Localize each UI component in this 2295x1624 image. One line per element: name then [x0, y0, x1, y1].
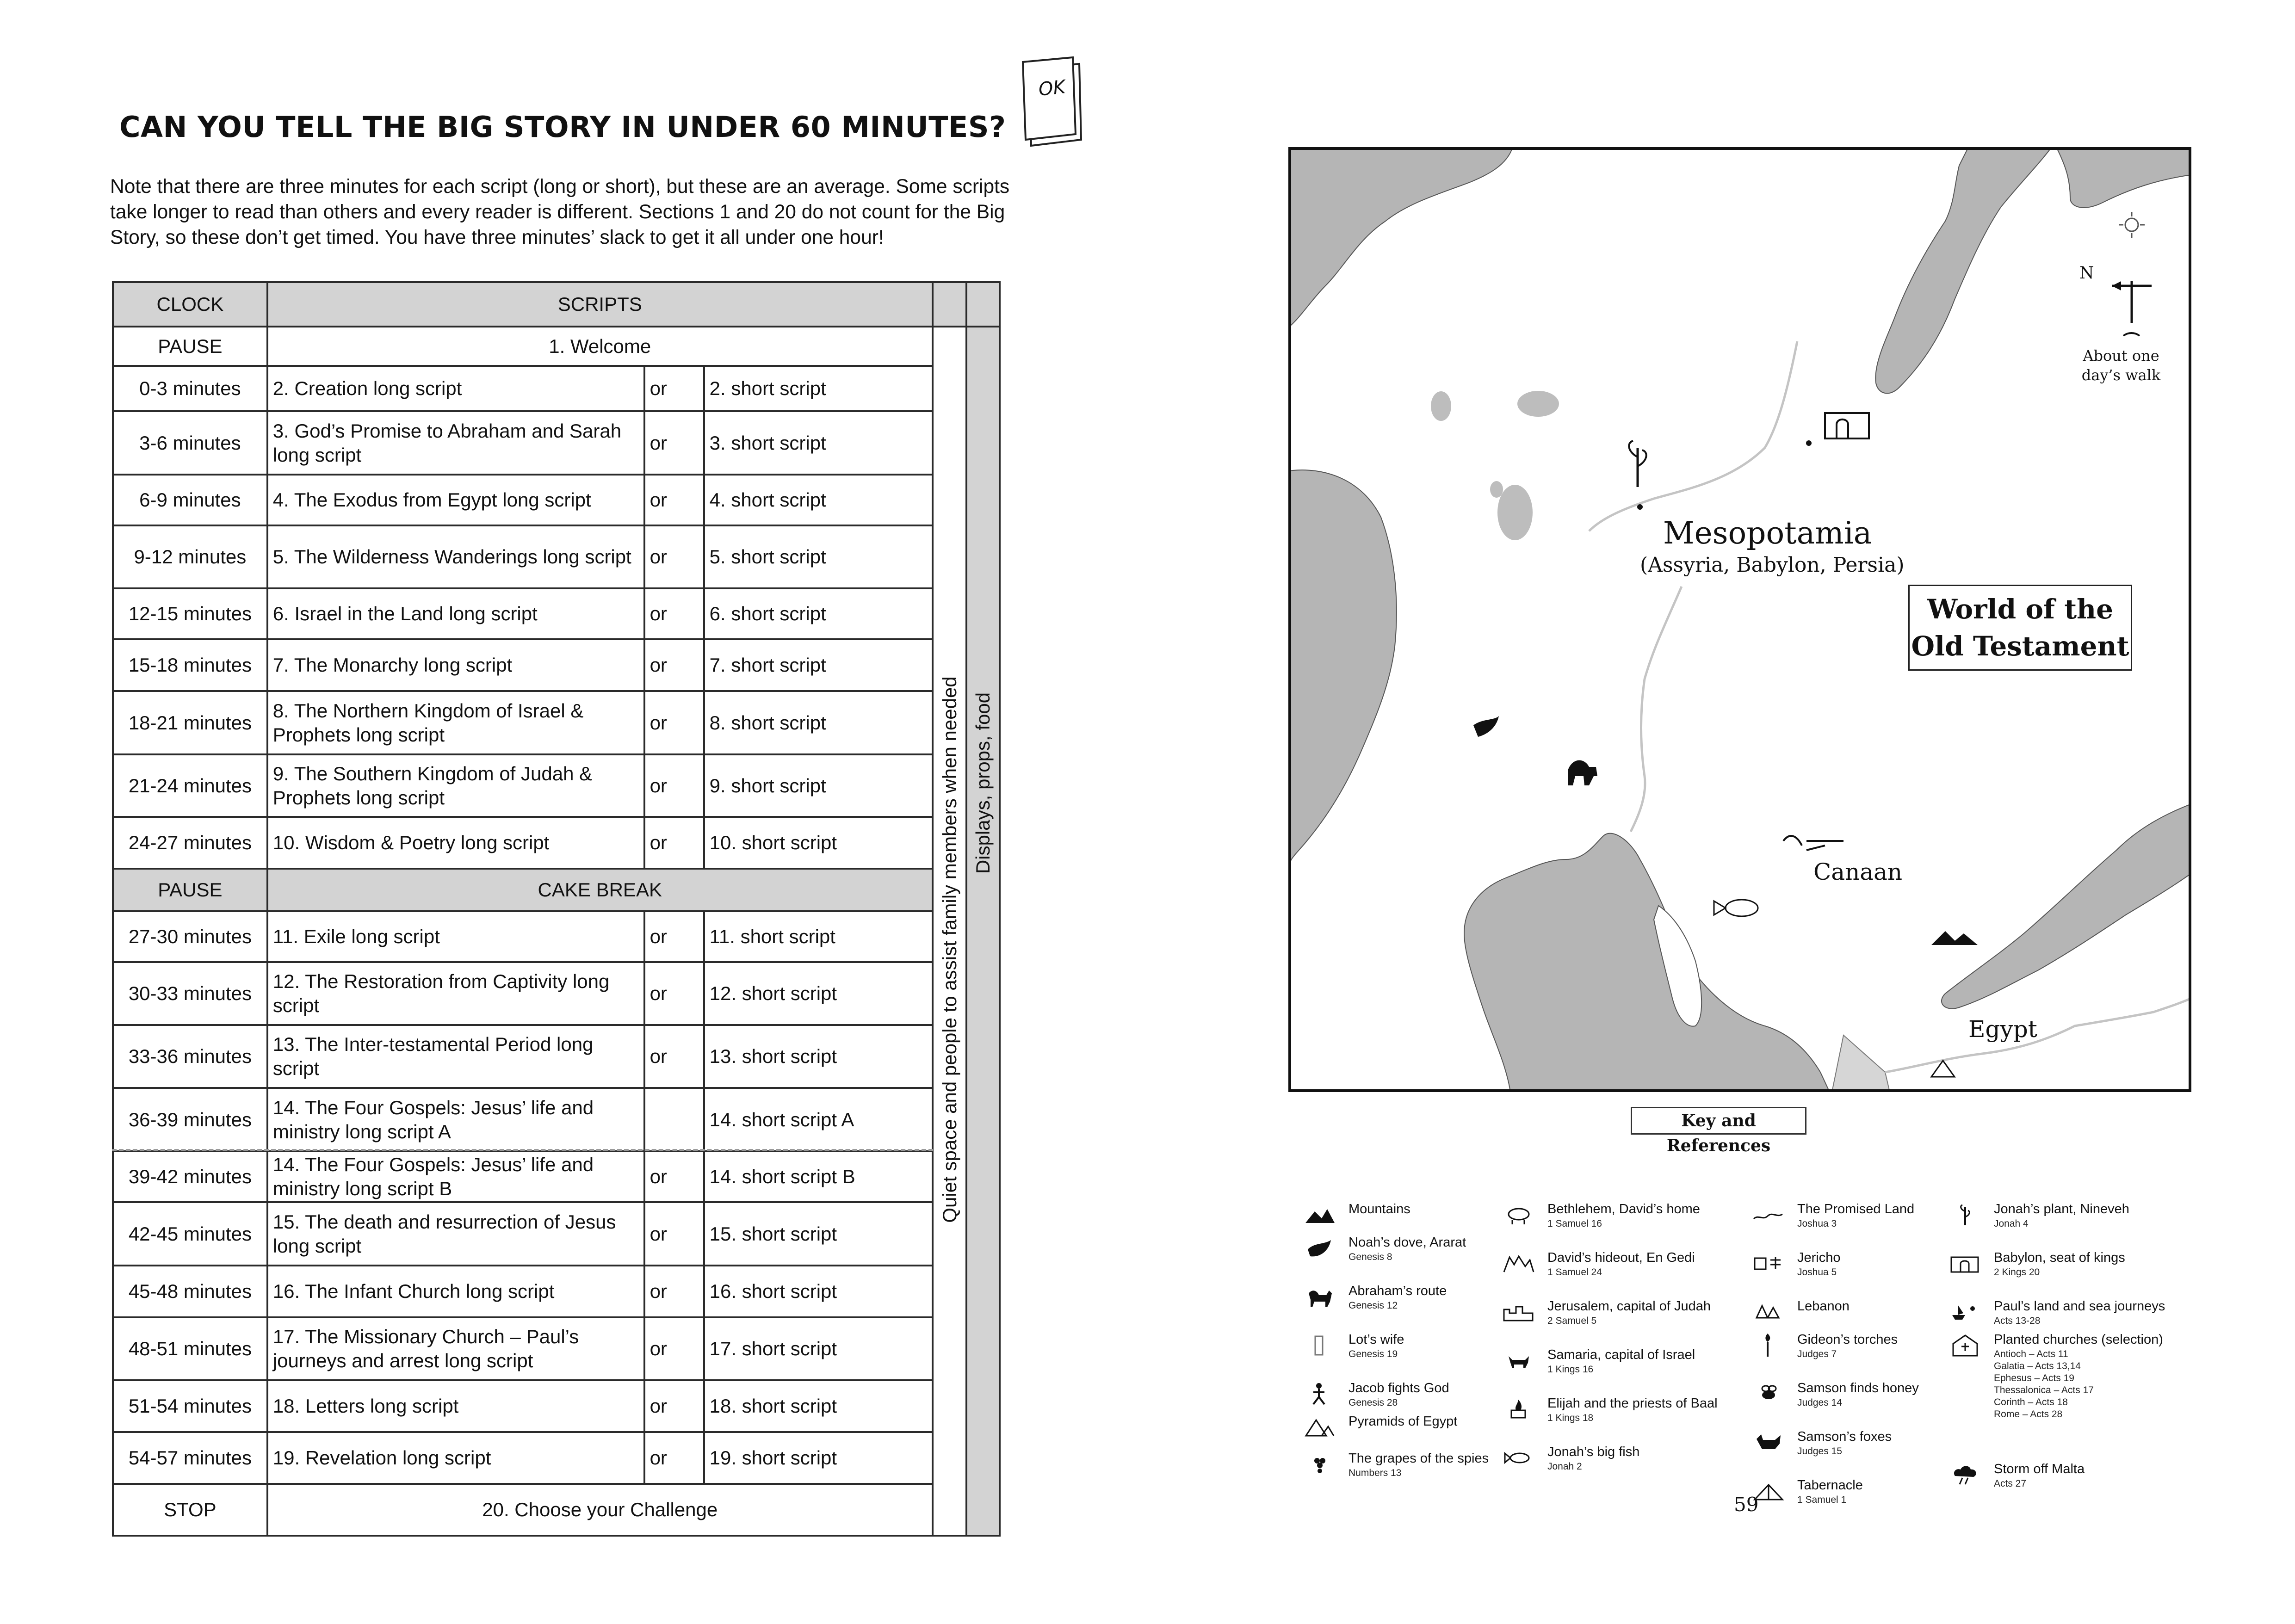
- key-item-name: Samson’s foxes: [1797, 1429, 1892, 1444]
- script-title: 18. Letters: [272, 1395, 365, 1417]
- key-item-reference: Genesis 28: [1349, 1397, 1398, 1408]
- key-item-reference: 1 Samuel 24: [1547, 1267, 1602, 1278]
- script-title: 16. The Infant Church: [272, 1280, 461, 1302]
- stop-row: [113, 1484, 1000, 1536]
- key-item-reference: 2 Kings 20: [1994, 1267, 2040, 1278]
- short-script-cell: 14. short script A: [704, 1088, 933, 1151]
- key-item-name: Jerusalem, capital of Judah: [1547, 1299, 1711, 1314]
- short-script-cell: 17. short script: [704, 1317, 933, 1380]
- table-row: [113, 691, 1000, 754]
- or-cell: or: [644, 1432, 704, 1484]
- clock-cell: 54-57 minutes: [113, 1432, 267, 1484]
- clock-cell: 3-6 minutes: [113, 411, 267, 475]
- page-heading: CAN YOU TELL THE BIG STORY IN UNDER 60 MINUTES?: [119, 110, 1006, 144]
- or-cell: or: [644, 962, 704, 1025]
- long-script-cell: [267, 817, 644, 869]
- key-item-name: Pyramids of Egypt: [1349, 1414, 1458, 1429]
- short-script-cell: 13. short script: [704, 1025, 933, 1088]
- table-row: [113, 525, 1000, 588]
- key-item-name: Gideon’s torches: [1797, 1332, 1898, 1347]
- key-item-name: The Promised Land: [1797, 1202, 1915, 1216]
- clock-cell: 9-12 minutes: [113, 525, 267, 588]
- or-cell: or: [644, 1266, 704, 1317]
- welcome-row: [113, 327, 1000, 366]
- key-item-reference: Jonah 4: [1994, 1218, 2029, 1229]
- key-title: Key and References: [1631, 1107, 1806, 1135]
- key-church-entry: Antioch – Acts 11: [1994, 1349, 2068, 1359]
- key-item-name: The grapes of the spies: [1349, 1451, 1489, 1466]
- script-title: 13. The Inter-testamental Period: [272, 1033, 551, 1055]
- script-title: 5. The Wilderness Wanderings: [272, 546, 538, 568]
- map-title-line2: Old Testament: [1911, 630, 2129, 662]
- short-script-cell: 6. short script: [704, 588, 933, 639]
- props-text: Displays, props, food: [972, 692, 994, 874]
- altar-icon: [1502, 1396, 1534, 1421]
- clock-cell: 0-3 minutes: [113, 366, 267, 411]
- helpers-text: Quiet space and people to assist family members when needed: [938, 676, 960, 1223]
- scripts-header: SCRIPTS: [267, 282, 933, 327]
- long-script-cell: [267, 1432, 644, 1484]
- key-item-reference: Joshua 5: [1797, 1267, 1837, 1278]
- or-cell: or: [644, 691, 704, 754]
- clock-cell: 15-18 minutes: [113, 639, 267, 691]
- key-item-reference: Judges 14: [1797, 1397, 1842, 1408]
- fish-icon: [1502, 1445, 1534, 1470]
- key-item-name: Tabernacle: [1797, 1478, 1863, 1493]
- pause-label: PAUSE: [113, 327, 267, 366]
- script-title: 11. Exile: [272, 926, 346, 947]
- short-script-cell: 10. short script: [704, 817, 933, 869]
- map-title-box: [1908, 585, 2132, 671]
- long-script-cell: [267, 754, 644, 817]
- clock-cell: 18-21 minutes: [113, 691, 267, 754]
- script-kind: long script A: [345, 1120, 451, 1142]
- fox-icon: [1752, 1430, 1784, 1455]
- table-row: [113, 1088, 1000, 1151]
- long-script-cell: [267, 691, 644, 754]
- script-kind: long script: [272, 1235, 362, 1257]
- short-script-cell: 11. short script: [704, 911, 933, 962]
- key-item: [1746, 1428, 2056, 1457]
- challenge-cell: 20. Choose your Challenge: [267, 1484, 933, 1536]
- short-script-cell: 19. short script: [704, 1432, 933, 1484]
- clock-cell: 45-48 minutes: [113, 1266, 267, 1317]
- key-item-name: Samaria, capital of Israel: [1547, 1347, 1695, 1362]
- key-item-name: Paul’s land and sea journeys: [1994, 1299, 2165, 1314]
- key-item-name: Lebanon: [1797, 1299, 1850, 1314]
- long-script-cell: [267, 911, 644, 962]
- table-row: [113, 366, 1000, 411]
- script-title: 3. God’s Promise to Abraham and Sarah: [272, 420, 622, 442]
- city-icon: [1502, 1299, 1534, 1324]
- key-item-reference: 1 Samuel 1: [1797, 1494, 1847, 1505]
- map-title-line1: World of the: [1927, 593, 2114, 625]
- wrestler-icon: [1303, 1381, 1336, 1406]
- map-lake: [1490, 481, 1503, 498]
- long-script-cell: [267, 1380, 644, 1432]
- script-kind: long script: [272, 1033, 594, 1079]
- stop-label: STOP: [113, 1484, 267, 1536]
- long-script-cell: [267, 639, 644, 691]
- welcome-cell: 1. Welcome: [267, 327, 933, 366]
- or-cell: or: [644, 754, 704, 817]
- key-item-name: Jonah’s plant, Nineveh: [1994, 1202, 2129, 1216]
- clock-cell: 33-36 minutes: [113, 1025, 267, 1088]
- long-script-cell: [267, 411, 644, 475]
- props-column: [966, 327, 1000, 1536]
- key-church-entry: Thessalonica – Acts 17: [1994, 1385, 2094, 1396]
- key-item-name: Jericho: [1797, 1250, 1841, 1265]
- camel-icon: [1303, 1284, 1336, 1309]
- key-item-reference: 1 Kings 18: [1547, 1413, 1594, 1423]
- clock-cell: 21-24 minutes: [113, 754, 267, 817]
- clock-cell: 39-42 minutes: [113, 1151, 267, 1202]
- label-mesopotamia: Mesopotamia: [1663, 515, 1872, 551]
- key-item-reference: Genesis 12: [1349, 1300, 1398, 1311]
- table-row: [113, 1151, 1000, 1202]
- table-row: [113, 1025, 1000, 1088]
- clock-cell: 36-39 minutes: [113, 1088, 267, 1151]
- key-item: [1943, 1249, 2253, 1278]
- or-cell: or: [644, 817, 704, 869]
- clock-cell: 48-51 minutes: [113, 1317, 267, 1380]
- short-script-cell: 2. short script: [704, 366, 933, 411]
- key-item-reference: Genesis 8: [1349, 1252, 1392, 1262]
- table-row: [113, 475, 1000, 525]
- cave-icon: [1502, 1251, 1534, 1276]
- torch-icon: [1752, 1333, 1784, 1358]
- key-item-name: David’s hideout, En Gedi: [1547, 1250, 1695, 1265]
- cake-break-cell: CAKE BREAK: [267, 869, 933, 911]
- or-cell: or: [644, 1151, 704, 1202]
- script-title: 15. The death and resurrection of Jesus: [272, 1210, 616, 1233]
- script-kind: long script: [465, 1280, 555, 1302]
- helpers-column: [933, 327, 967, 1536]
- or-cell: or: [644, 475, 704, 525]
- long-script-cell: [267, 1202, 644, 1266]
- table-row: [113, 962, 1000, 1025]
- cake-break-row: [113, 869, 1000, 911]
- storm-icon: [1949, 1462, 1981, 1487]
- clock-cell: 51-54 minutes: [113, 1380, 267, 1432]
- key-item-name: Lot’s wife: [1349, 1332, 1404, 1347]
- script-title: 2. Creation: [272, 377, 368, 399]
- short-script-cell: 8. short script: [704, 691, 933, 754]
- script-kind: long script: [423, 654, 513, 676]
- key-item-reference: Acts 13-28: [1994, 1315, 2041, 1326]
- dove-icon: [1303, 1235, 1336, 1260]
- table-row: [113, 754, 1000, 817]
- intro-paragraph: Note that there are three minutes for each script (long or short), but these are an average. Some scripts take longer to read than others and every reader is different. Sections 1 and 20 do not count for the Big Story, so these don’t get timed. You have three minutes’ slack to get it all under one hour!: [110, 176, 1010, 248]
- clock-cell: 27-30 minutes: [113, 911, 267, 962]
- landscape-icon: [1752, 1202, 1784, 1227]
- clock-cell: 12-15 minutes: [113, 588, 267, 639]
- script-title: 7. The Monarchy: [272, 654, 419, 676]
- table-row: [113, 1380, 1000, 1432]
- key-item-reference: Judges 15: [1797, 1446, 1842, 1457]
- or-cell: or: [644, 1202, 704, 1266]
- key-item-name: Noah’s dove, Ararat: [1349, 1235, 1466, 1250]
- or-cell-empty: [644, 1088, 704, 1151]
- key-item-reference: Joshua 3: [1797, 1218, 1837, 1229]
- plant-icon: [1949, 1202, 1981, 1227]
- helper-header-cell: [933, 282, 967, 327]
- map-lake: [1517, 391, 1559, 417]
- script-kind: long script: [356, 723, 445, 746]
- or-cell: or: [644, 588, 704, 639]
- script-title: 6. Israel in the Land: [272, 603, 444, 624]
- table-row: [113, 411, 1000, 475]
- table-row: [113, 817, 1000, 869]
- short-script-cell: 15. short script: [704, 1202, 933, 1266]
- key-item-reference: Judges 7: [1797, 1349, 1837, 1359]
- table-row: [113, 639, 1000, 691]
- short-script-cell: 3. short script: [704, 411, 933, 475]
- or-cell: or: [644, 525, 704, 588]
- key-church-entry: Galatia – Acts 13,14: [1994, 1361, 2081, 1371]
- table-row: [113, 911, 1000, 962]
- cedar-icon: [1752, 1299, 1784, 1324]
- key-item-name: Jonah’s big fish: [1547, 1445, 1640, 1459]
- script-kind: long script: [272, 970, 610, 1016]
- gate-icon: [1949, 1251, 1981, 1276]
- short-script-cell: 18. short script: [704, 1380, 933, 1432]
- label-mesopotamia-sub: (Assyria, Babylon, Persia): [1640, 553, 1905, 577]
- short-script-cell: 9. short script: [704, 754, 933, 817]
- or-cell: or: [644, 639, 704, 691]
- long-script-cell: [267, 962, 644, 1025]
- label-egypt: Egypt: [1968, 1016, 2037, 1043]
- grapes-icon: [1303, 1451, 1336, 1476]
- schedule-table: [112, 281, 1001, 1537]
- long-script-cell: [267, 1317, 644, 1380]
- pillar-icon: [1303, 1333, 1336, 1358]
- clock-header: CLOCK: [113, 282, 267, 327]
- pyramid-icon: [1303, 1414, 1336, 1439]
- or-cell: or: [644, 1025, 704, 1088]
- long-script-cell: [267, 525, 644, 588]
- table-row: [113, 1432, 1000, 1484]
- clock-cell: 24-27 minutes: [113, 817, 267, 869]
- key-item-name: Bethlehem, David’s home: [1547, 1202, 1700, 1216]
- ok-sticker-icon: [1020, 56, 1085, 150]
- script-kind: long script B: [345, 1178, 452, 1199]
- key-church-entry: Ephesus – Acts 19: [1994, 1373, 2074, 1383]
- long-script-cell: [267, 1025, 644, 1088]
- key-item-name: Jacob fights God: [1349, 1381, 1449, 1396]
- or-cell: or: [644, 911, 704, 962]
- short-script-cell: 7. short script: [704, 639, 933, 691]
- clock-cell: 42-45 minutes: [113, 1202, 267, 1266]
- pause-label: PAUSE: [113, 869, 267, 911]
- key-item: [1943, 1297, 2253, 1327]
- script-kind: long script: [502, 489, 591, 511]
- bull-icon: [1502, 1348, 1534, 1373]
- header-row: [113, 282, 1000, 327]
- map-lake: [1431, 391, 1451, 421]
- ok-sticker-text: OK: [1037, 76, 1066, 100]
- label-north: N: [2079, 264, 2094, 283]
- script-kind: long script: [543, 546, 631, 568]
- key-item-reference: Acts 27: [1994, 1478, 2027, 1489]
- long-script-cell: [267, 475, 644, 525]
- script-title: 17. The Missionary Church – Paul’s journeys and arrest: [272, 1326, 579, 1371]
- key-item-name: Samson finds honey: [1797, 1381, 1919, 1396]
- key-item-name: Abraham’s route: [1349, 1284, 1447, 1298]
- short-script-cell: 12. short script: [704, 962, 933, 1025]
- or-cell: or: [644, 366, 704, 411]
- short-script-cell: 4. short script: [704, 475, 933, 525]
- key-item: [1943, 1460, 2253, 1490]
- script-title: 14. The Four Gospels: Jesus’ life and ministry: [272, 1154, 594, 1199]
- key-item-reference: Numbers 13: [1349, 1468, 1402, 1478]
- script-kind: long script: [449, 603, 538, 624]
- key-item-name: Elijah and the priests of Baal: [1547, 1396, 1718, 1411]
- props-header-cell: [966, 282, 1000, 327]
- script-kind: long script: [370, 1395, 459, 1417]
- key-item: [1943, 1200, 2253, 1230]
- or-cell: or: [644, 1380, 704, 1432]
- key-item-reference: 1 Kings 16: [1547, 1364, 1594, 1375]
- script-title: 19. Revelation: [272, 1447, 397, 1469]
- script-title: 9. The Southern Kingdom of Judah & Prophets: [272, 762, 593, 809]
- key-item-reference: Genesis 19: [1349, 1349, 1398, 1359]
- short-script-cell: 14. short script B: [704, 1151, 933, 1202]
- script-kind: long script: [444, 1350, 533, 1371]
- key-church-entry: Rome – Acts 28: [1994, 1409, 2063, 1420]
- sheep-icon: [1502, 1202, 1534, 1227]
- long-script-cell: [267, 588, 644, 639]
- short-script-cell: 5. short script: [704, 525, 933, 588]
- or-cell: or: [644, 1317, 704, 1380]
- key-item-reference: 1 Samuel 16: [1547, 1218, 1602, 1229]
- long-script-cell: [267, 1151, 644, 1202]
- script-title: 12. The Restoration from Captivity: [272, 970, 568, 992]
- long-script-cell: [267, 1266, 644, 1317]
- table-row: [113, 1266, 1000, 1317]
- label-canaan: Canaan: [1813, 858, 1903, 885]
- script-title: 8. The Northern Kingdom of Israel & Prophets: [272, 699, 584, 746]
- script-kind: long script: [402, 1447, 491, 1469]
- wall-icon: [1752, 1251, 1784, 1276]
- mountains-icon: [1303, 1202, 1336, 1227]
- script-kind: long script: [351, 926, 440, 947]
- label-scale: About one day’s walk: [2081, 347, 2161, 384]
- key-item-name: Planted churches (selection): [1994, 1332, 2163, 1347]
- church-icon: [1949, 1333, 1981, 1358]
- script-kind: long script: [460, 832, 550, 853]
- script-kind: long script: [356, 786, 445, 809]
- script-kind: long script: [373, 377, 462, 399]
- clock-cell: 30-33 minutes: [113, 962, 267, 1025]
- long-script-cell: [267, 366, 644, 411]
- table-row: [113, 588, 1000, 639]
- table-row: [113, 1317, 1000, 1380]
- long-script-cell: [267, 1088, 644, 1151]
- key-item: [1943, 1331, 2253, 1420]
- script-kind: long script: [272, 444, 362, 466]
- map-lake: [1497, 485, 1533, 540]
- boat-icon: [1949, 1299, 1981, 1324]
- short-script-cell: 16. short script: [704, 1266, 933, 1317]
- key-item-reference: Jonah 2: [1547, 1461, 1582, 1472]
- script-title: 10. Wisdom & Poetry: [272, 832, 456, 853]
- key-item-name: Storm off Malta: [1994, 1462, 2085, 1476]
- bee-icon: [1752, 1381, 1784, 1406]
- page-number: 59: [1734, 1493, 1759, 1516]
- table-row: [113, 1202, 1000, 1266]
- key-church-entry: Corinth – Acts 18: [1994, 1397, 2068, 1408]
- script-title: 4. The Exodus from Egypt: [272, 489, 497, 511]
- or-cell: or: [644, 411, 704, 475]
- key-item-name: Mountains: [1349, 1202, 1410, 1216]
- key-item-reference: 2 Samuel 5: [1547, 1315, 1597, 1326]
- script-title: 14. The Four Gospels: Jesus’ life and ministry: [272, 1096, 594, 1142]
- clock-cell: 6-9 minutes: [113, 475, 267, 525]
- key-item-name: Babylon, seat of kings: [1994, 1250, 2125, 1265]
